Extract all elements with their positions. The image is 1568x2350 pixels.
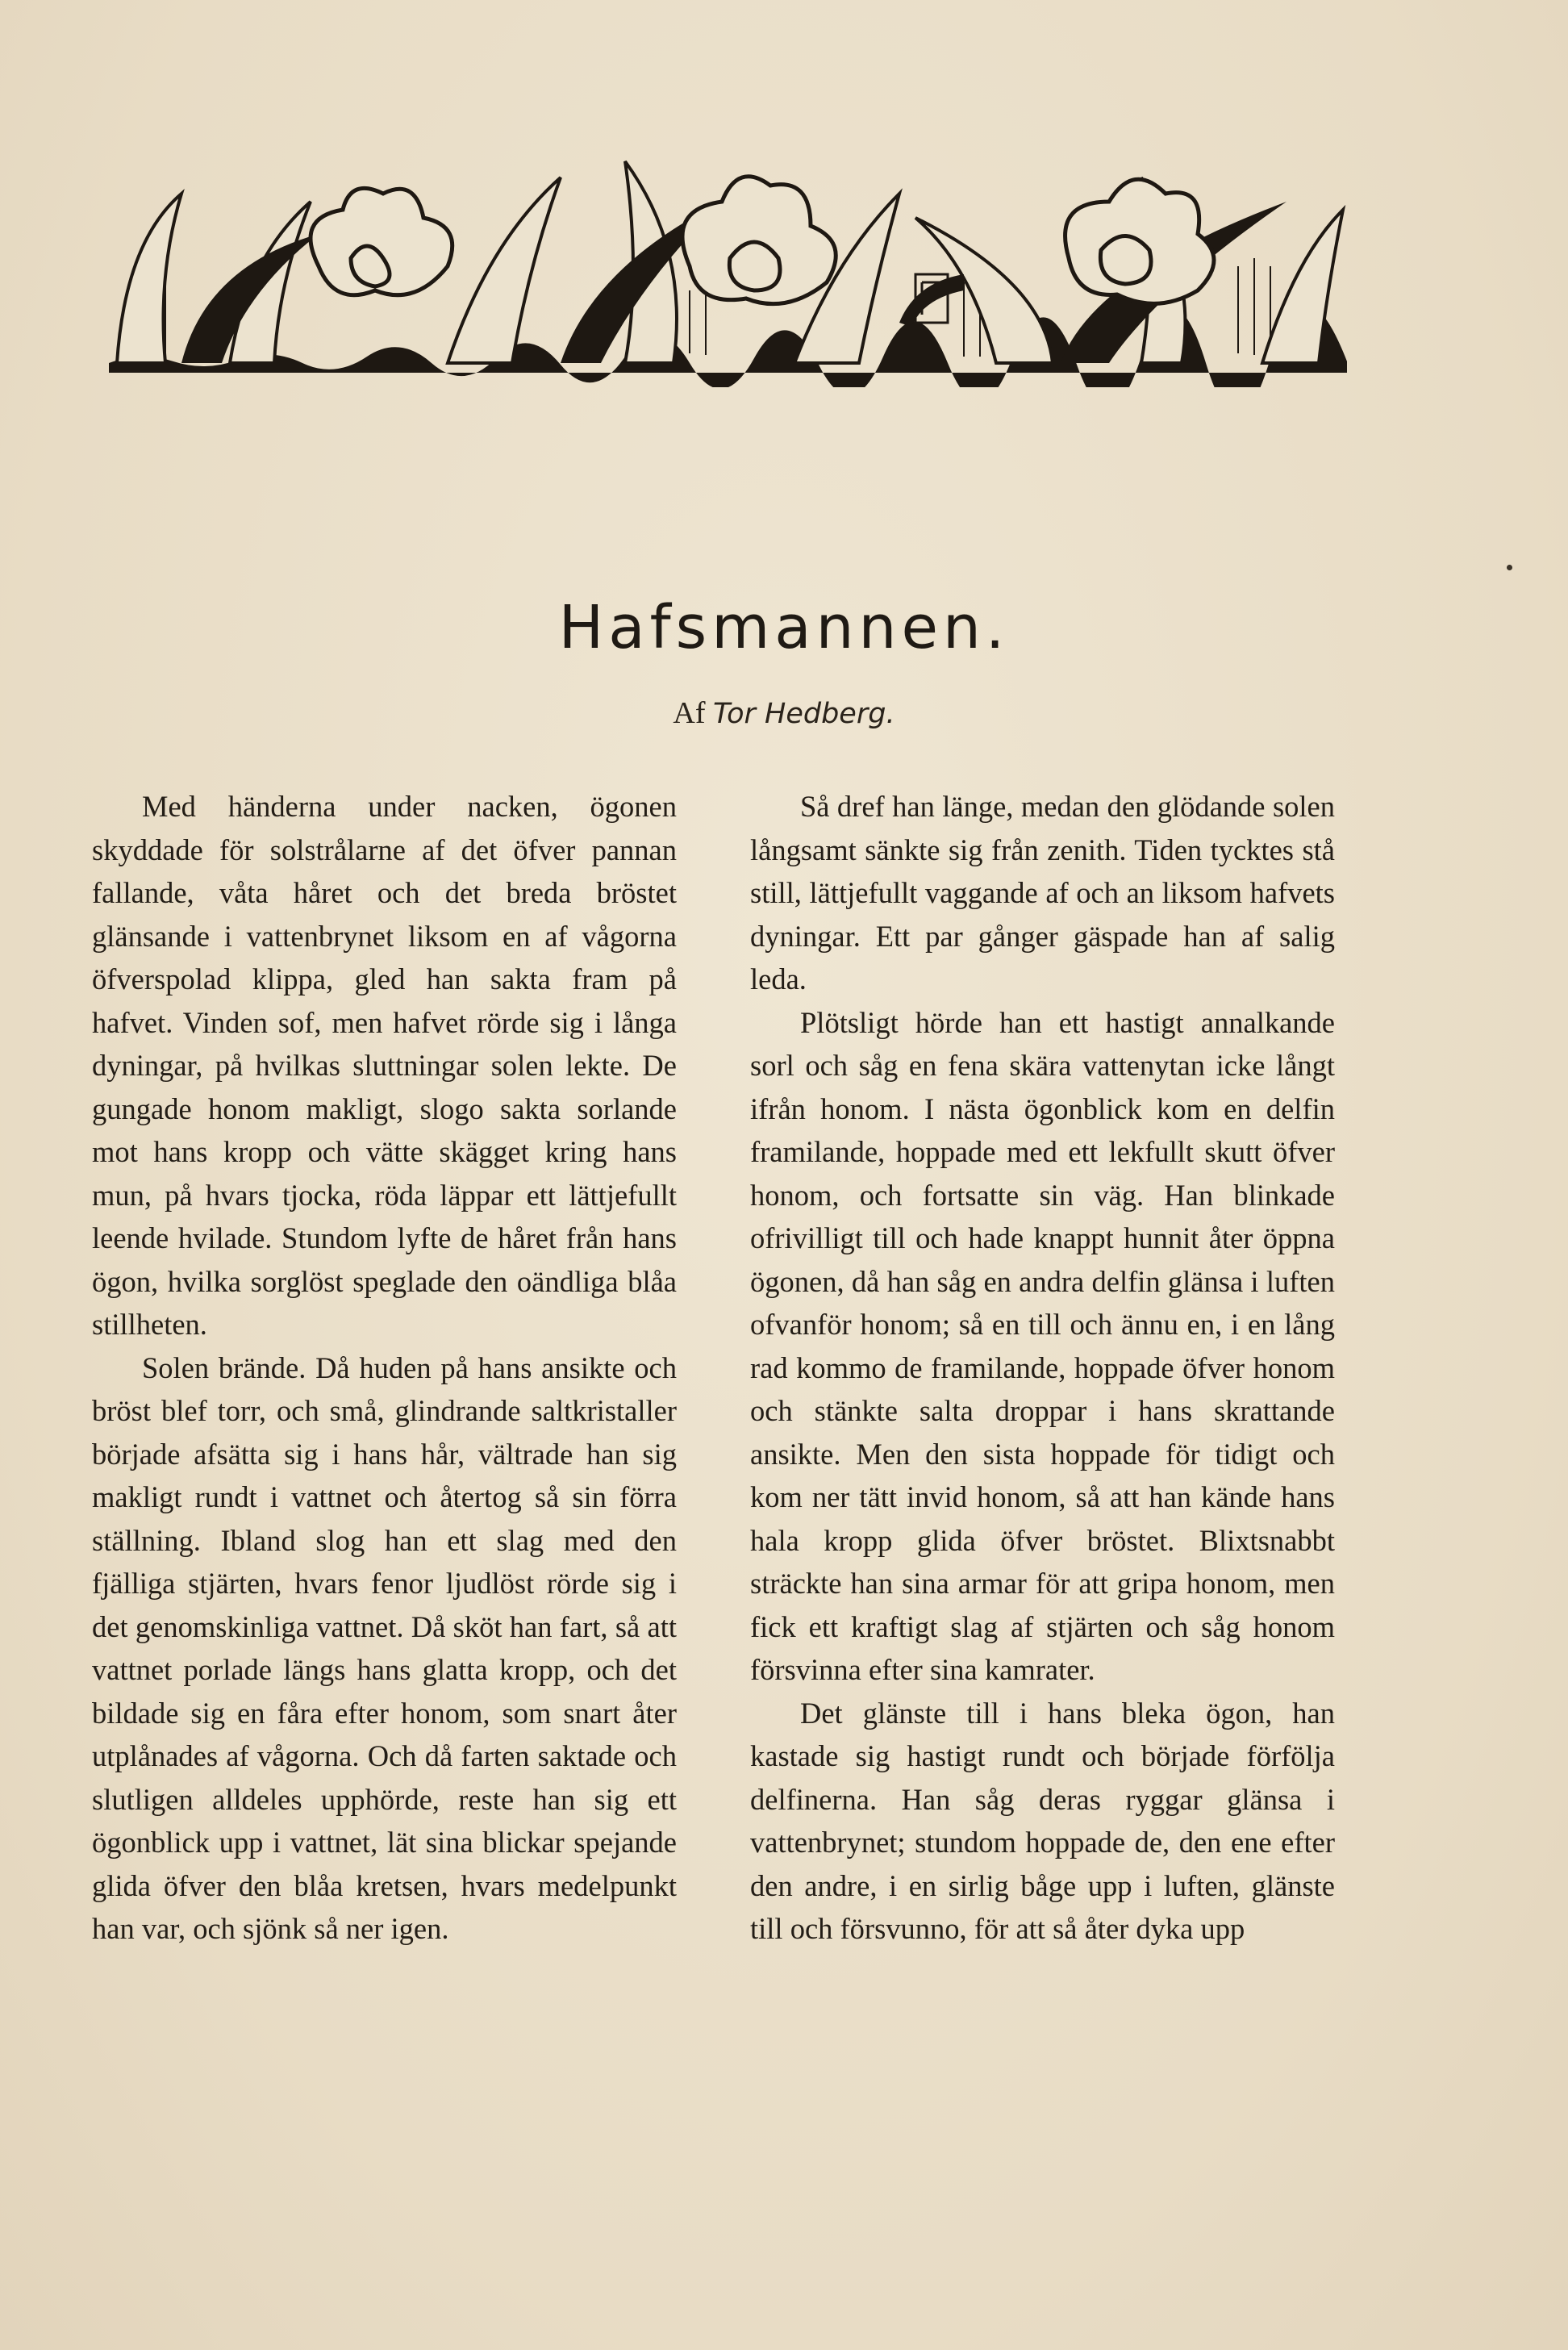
ink-speck [1507,565,1512,570]
left-column [92,785,677,1951]
paragraph: Det glänste till i hans bleka ögon, han kastade sig hastigt rundt och började förfölja delfinerna. Han såg deras ryggar glänsa i vattenbrynet; stundom hoppade de, den ene efter den andre, i en sirlig båge upp i luften, glänste till och försvunno, för att så åter dyka upp [750,1696,1335,1945]
paragraph: Så dref han länge, medan den glödande solen långsamt sänkte sig från zenith. Tiden tycktes stå still, lättjefullt vaggande af och an liksom hafvets dyningar. Ett par gånger gäspade han af salig leda. [750,790,1335,996]
byline [0,695,1568,731]
author-name: Tor Hedberg. [713,698,895,730]
iris-flower-border-ornament [109,145,1347,387]
paragraph: Plötsligt hörde han ett hastigt annalkande sorl och såg en fena skära vattenytan icke långt ifrån honom. I nästa ögonblick kom en delfin framilande, hoppade med ett lekfullt skutt öfver honom, och fortsatte sin väg. Han blinkade ofrivilligt till och hade knappt hunnit åter öppna ögonen, då han såg en andra delfin glänsa i luften ofvanför honom; så en till och ännu en, i en lång rad kommo de framilande, hoppade öfver honom och stänkte salta droppar i hans skrattande ansikte. Men den sista hoppade för tidigt och kom ner tätt invid honom, så att han kände hans hala kropp glida öfver bröstet. Blixtsnabbt sträckte han sina armar för att gripa honom, men fick ett kraftigt slag af stjärten och såg honom försvinna efter sina kamrater. [750,1005,1335,1686]
paragraph: Med händerna under nacken, ögonen skyddade för solstrålarne af det öfver pannan fallande, våta håret och det breda bröstet glänsande i vattenbrynet liksom en af vågorna öfverspolad klippa, gled han sakta fram på hafvet. Vinden sof, men hafvet rörde sig i långa dyningar, på hvilkas sluttningar solen lekte. De gungade honom makligt, slogo sakta sorlande mot hans kropp och vätte skägget kring hans mun, på hvars tjocka, röda läppar ett lättjefullt leende hvilade. Stundom lyfte de håret från hans ögon, hvilka sorglöst speglade den oändliga blåa stillheten. [92,790,677,1341]
byline-prefix: Af [673,696,706,730]
article-title: Hafsmannen. [558,593,1010,662]
paragraph: Solen brände. Då huden på hans ansikte och bröst blef torr, och små, glindrande saltkristaller började afsätta sig i hans hår, vältrade han sig makligt rundt i vattnet och återtog så sin förra ställning. Ibland slog han ett slag med den fjälliga stjärten, hvars fenor ljudlöst rörde sig i det genomskinliga vattnet. Då sköt han fart, så att vattnet porlade längs hans glatta kropp, och det bildade sig en fåra efter honom, som snart åter utplånades af vågorna. Och då farten saktade och slutligen alldeles upphörde, reste han sig ett ögonblick upp i vattnet, lät sina blickar spejande glida öfver den blåa kretsen, hvars medelpunkt han var, och sjönk så ner igen. [92,1350,677,1945]
right-column [750,785,1335,1951]
